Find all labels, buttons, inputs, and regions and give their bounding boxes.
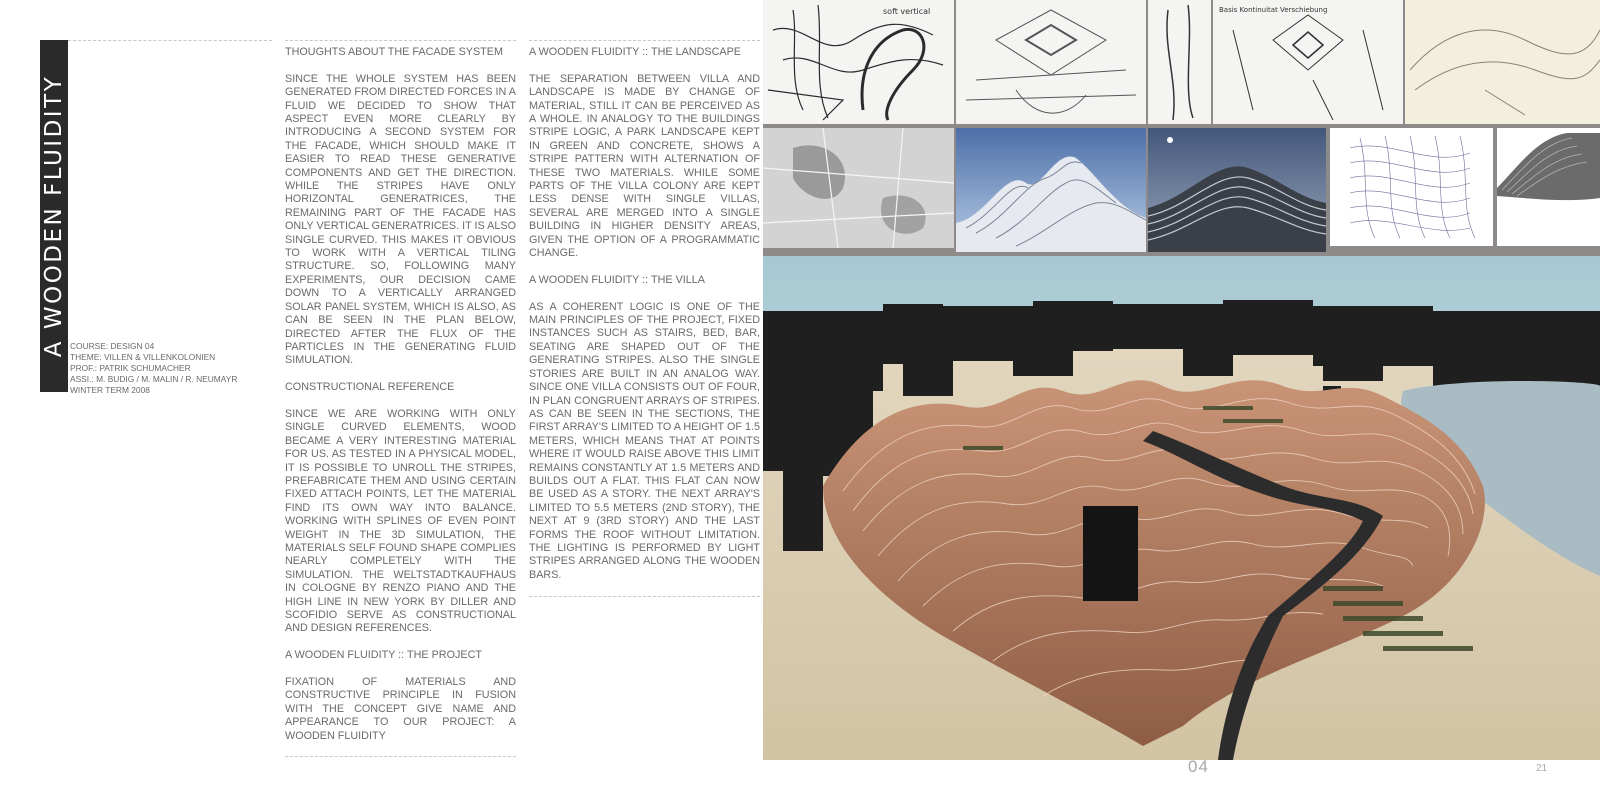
sketch-annotation: soft vertical [883, 7, 931, 16]
project-title: A WOODEN FLUIDITY [41, 74, 67, 358]
course-credits [70, 341, 237, 396]
image-panel [763, 0, 1600, 760]
section-heading: CONSTRUCTIONAL REFERENCE [285, 381, 455, 394]
page-number-small: 21 [1536, 763, 1548, 774]
section-heading: A WOODEN FLUIDITY :: THE PROJECT [285, 649, 482, 662]
section-body: AS A COHERENT LOGIC IS ONE OF THE MAIN PRINCIPLES OF THE PROJECT, FIXED INSTANCES SUCH AS STAIRS, BED, BAR, SEATING ARE SHAPED OUT OF THE GENERATING STRIPES. ALSO THE SINGLE STORIES ARE BUILT IN AN ANALOG WAY. SINCE ONE VILLA CONSISTS OUT OF FOUR, IN PLAN CONGRUENT ARRAYS OF STRIPES. AS CAN BE SEEN IN THE SECTIONS, THE FIRST ARRAY'S LIMITED TO A HEIGHT OF 1.5 METERS, WHICH MEANS THAT AT POINTS WHERE IT WOULD RAISE ABOVE THIS LIMIT REMAINS CONSTANTLY AT 1.5 METERS AND BUILDS OUT A FLAT. THIS FLAT CAN NOW BE USED AS A STORY. THE NEXT ARRAY'S LIMITED TO 5.5 METERS (2ND STORY), THE NEXT AT 9 (3RD STORY) AND THE LAST FORMS THE ROOF WITHOUT LIMITATION. THE LIGHTING IS PERFORMED BY LIGHT STRIPES ARRANGED ALONG THE WOODEN BARS. [529, 300, 760, 581]
credit-prof: PROF.: PATRIK SCHUMACHER [70, 363, 191, 373]
text-column-2 [529, 40, 760, 597]
page-number: 04 [1188, 757, 1209, 776]
credit-term: WINTER TERM 2008 [70, 385, 150, 395]
credit-assistants: ASSI.: M. BUDIG / M. MALIN / R. NEUMAYR [70, 374, 238, 384]
render-image [1497, 128, 1600, 246]
sketch-annotation: Basis Kontinuitat Verschiebung [1219, 6, 1328, 14]
sketch-image [1213, 0, 1403, 124]
landscape-render-image [763, 256, 1600, 760]
text-column-1 [285, 40, 516, 757]
divider [529, 596, 760, 597]
site-plan-image [763, 128, 954, 248]
section-heading: THOUGHTS ABOUT THE FACADE SYSTEM [285, 46, 503, 58]
title-bar [40, 40, 68, 392]
divider [285, 756, 516, 757]
section-body: SINCE THE WHOLE SYSTEM HAS BEEN GENERATED FROM DIRECTED FORCES IN A FLUID WE DECIDED TO SHOW THAT ASPECT EVEN MORE CLEARLY BY INTRODUCING A SECOND SYSTEM FOR THE FACADE, WHICH SHOULD MAKE IT EASIER TO READ THESE GENERATIVE COMPONENTS AND GET THE DIRECTION. WHILE THE STRIPES HAVE ONLY HORIZONTAL GENERATRICES, THE REMAINING PART OF THE FACADE HAS ONLY VERTICAL GENERATRICES. IT IS ALSO SINGLE CURVED. THIS MAKES IT OBVIOUS TO WORK WITH A VERTICAL TILING STRUCTURE. SO, FOLLOWING MANY EXPERIMENTS, OUR DECISION CAME DOWN TO A VERTICALLY ARRANGED SOLAR PANEL SYSTEM, WHICH IS ALSO, AS CAN BE SEEN IN THE PLAN BELOW, DIRECTED AFTER THE FLUX OF THE PARTICLES IN THE GENERATING FLUID SIMULATION. [285, 72, 516, 367]
section-heading: A WOODEN FLUIDITY :: THE VILLA [529, 273, 705, 286]
credit-course: COURSE: DESIGN 04 [70, 341, 155, 351]
render-image [956, 128, 1146, 252]
render-image [1148, 128, 1326, 252]
flow-diagram-image [1330, 128, 1493, 246]
section-heading: A WOODEN FLUIDITY :: THE LANDSCAPE [529, 46, 741, 58]
section-body: FIXATION OF MATERIALS AND CONSTRUCTIVE PRINCIPLE IN FUSION WITH THE CONCEPT GIVE NAME AND APPEARANCE TO OUR PROJECT: A WOODEN FLUIDITY [285, 676, 516, 742]
divider [68, 40, 272, 41]
sketch-image [1405, 0, 1600, 124]
section-body: SINCE WE ARE WORKING WITH ONLY SINGLE CURVED ELEMENTS, WOOD BECAME A VERY INTERESTING MATERIAL FOR US. AS TESTED IN A PHYSICAL MODEL, IT IS POSSIBLE TO UNROLL THE STRIPES, PREFABRICATE THEM AND USING CERTAIN FIXED ATTACH POINTS, LET THE MATERIAL FIND ITS OWN WAY INTO BALANCE. WORKING WITH SPLINES OF EVEN POINT WEIGHT IN THE 3D SIMULATION, THE MATERIALS SELF FOUND SHAPE COMPLIES NEARLY COMPLETELY WITH THE SIMULATION. THE WELTSTADTKAUFHAUS IN COLOGNE BY RENZO PIANO AND THE HIGH LINE IN NEW YORK BY DILLER AND SCOFIDIO SERVE AS CONSTRUCTIONAL AND DESIGN REFERENCES. [285, 407, 516, 635]
section-body: THE SEPARATION BETWEEN VILLA AND LANDSCAPE IS MADE BY CHANGE OF MATERIAL, STILL IT CAN BE PERCEIVED AS A WHOLE. IN ANALOGY TO THE BUILDINGS STRIPE LOGIC, A PARK LANDSCAPE KEPT IN GREEN AND CONCRETE, SHOWS A STRIPE PATTERN WITH ALTERNATION OF THESE TWO MATERIALS. WHILE SOME PARTS OF THE VILLA COLONY ARE KEPT LESS DENSE WITH SINGLE VILLAS, SEVERAL ARE MERGED INTO A SINGLE BUILDING IN HIGHER DENSITY AREAS, GIVEN THE OPTION OF A PROGRAMMATIC CHANGE. [529, 72, 760, 260]
sketch-image [956, 0, 1146, 124]
sketch-image [763, 0, 954, 124]
credit-theme: THEME: VILLEN & VILLENKOLONIEN [70, 352, 216, 362]
sketch-image [1148, 0, 1211, 124]
